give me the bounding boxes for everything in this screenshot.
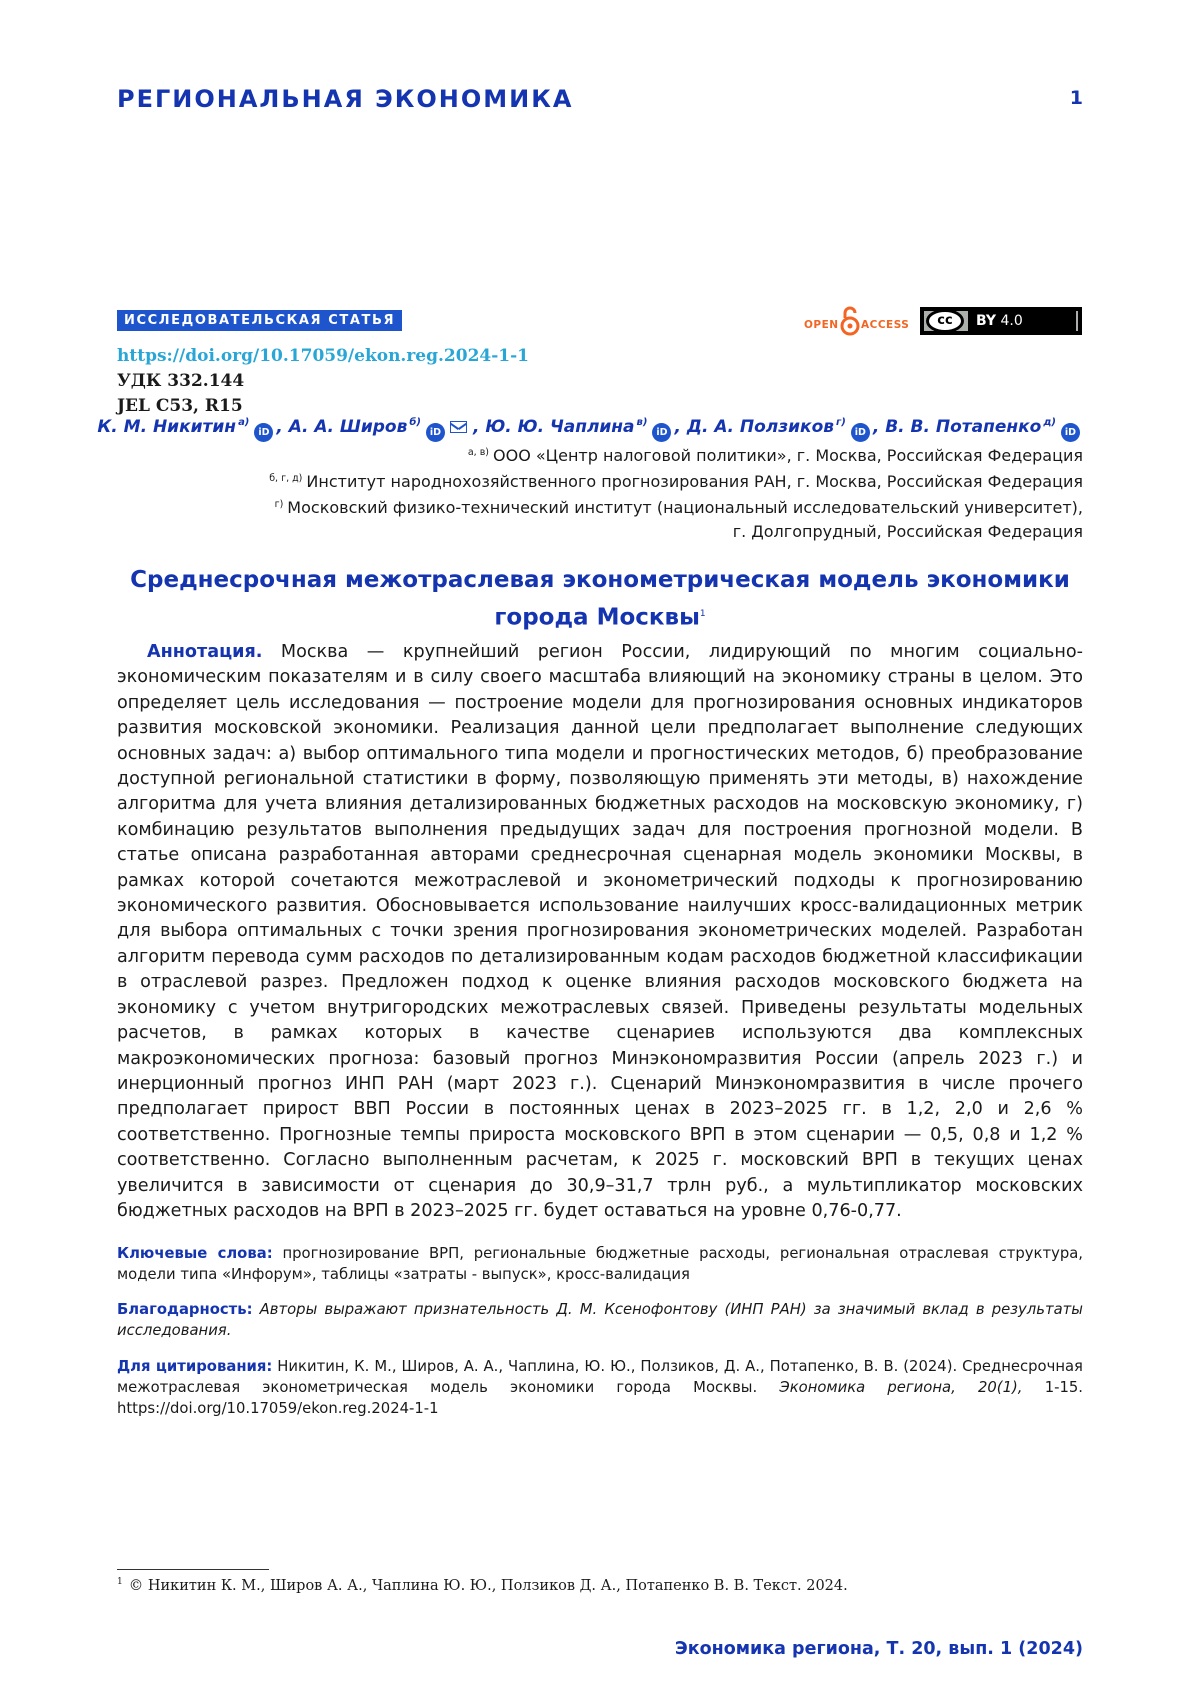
authors-line: К. М. Никитин а)iD , А. А. Широв б)iD , Ю. Ю. Чаплина в)iD , Д. А. Ползиков г)iD , В. В. Потапенко д)iD xyxy=(97,417,1083,442)
footnote-divider xyxy=(117,1569,269,1570)
citation xyxy=(117,1356,1083,1419)
title-line-1: Среднесрочная межотраслевая эконометрическая модель экономики xyxy=(117,563,1083,597)
citation-doi[interactable]: https://doi.org/10.17059/ekon.reg.2024-1-1 xyxy=(117,1400,439,1417)
citation-text: Никитин, К. М., Широв, А. А., Чаплина, Ю. Ю., Ползиков, Д. А., Потапенко, В. В. (2024). Среднесрочная межотраслевая эконометрическая модель экономики города Москвы. xyxy=(117,1358,1083,1396)
orcid-icon[interactable]: iD xyxy=(426,423,445,442)
affiliation xyxy=(468,446,1083,465)
author-name: В. В. Потапенко xyxy=(885,417,1041,437)
cc-license-badge[interactable] xyxy=(920,307,1082,335)
jel-code: JEL C53, R15 xyxy=(117,396,243,416)
abstract-label: Аннотация. xyxy=(147,642,262,662)
keywords-label: Ключевые слова: xyxy=(117,1245,273,1262)
citation-pages: 1-15. xyxy=(1045,1379,1083,1396)
udk-code: УДК 332.144 xyxy=(117,371,244,391)
footnote-mark: 1 xyxy=(117,1577,123,1587)
title-line-2: города Москвы xyxy=(494,605,699,631)
author-sup: г) xyxy=(836,417,846,428)
affiliation-sup: г) xyxy=(275,499,284,510)
author-sup: а) xyxy=(238,417,249,428)
author-sup: в) xyxy=(637,417,648,428)
orcid-icon[interactable]: iD xyxy=(851,423,870,442)
article-type-badge: ИССЛЕДОВАТЕЛЬСКАЯ СТАТЬЯ xyxy=(117,310,402,331)
orcid-icon[interactable]: iD xyxy=(254,423,273,442)
author-sup: д) xyxy=(1043,417,1056,428)
orcid-icon[interactable]: iD xyxy=(1061,423,1080,442)
citation-journal: Экономика региона, 20(1), xyxy=(779,1379,1022,1396)
open-text: OPEN xyxy=(804,319,839,331)
keywords-text: прогнозирование ВРП, региональные бюджетные расходы, региональная отраслевая структура, модели типа «Инфорум», таблицы «затраты - выпуск», кросс-валидация xyxy=(117,1245,1083,1283)
author-name: Ю. Ю. Чаплина xyxy=(485,417,634,437)
affiliation xyxy=(269,472,1083,491)
keywords xyxy=(117,1243,1083,1285)
author-sup: б) xyxy=(409,417,421,428)
affiliation-text: ООО «Центр налоговой политики», г. Москва, Российская Федерация xyxy=(493,446,1083,465)
affiliation xyxy=(733,522,1083,541)
acknowledgment xyxy=(117,1299,1083,1341)
affiliation xyxy=(275,498,1083,517)
abstract-text: Москва — крупнейший регион России, лидирующий по многим социально-экономическим показателям и в силу своего масштаба влияющий на экономику страны в целом. Это определяет цель исследования — построение модели для прогнозирования основных индикаторов развития московской экономики. Реализация данной цели предполагает выполнение следующих основных задач: а) выбор оптимального типа модели и прогностических методов, б) преобразование доступной региональной статистики в форму, позволяющую применять эти методы, в) нахождение алгоритма для учета влияния детализированных бюджетных расходов на московскую экономику, г) комбинацию результатов выполнения предыдущих задач для построения прогнозной модели. В статье описана разработанная авторами среднесрочная сценарная модель экономики Москвы, в рамках которой сочетаются межотраслевой и эконометрический подходы к прогнозированию экономического развития. Обосновывается использование наилучших кросс-валидационных метрик для выбора оптимальных с точки зрения прогнозирования эконометрических моделей. Разработан алгоритм перевода сумм расходов по детализированным кодам расходов бюджетной классификации в отраслевой разрез. Предложен подход к оценке влияния расходов московского бюджета на экономику с учетом внутригородских межотраслевых связей. Приведены результаты модельных расчетов, в рамках которых в качестве сценариев используются два комплексных макроэкономических прогноза: базовый прогноз Минэкономразвития России (апрель 2023 г.) и инерционный прогноз ИНП РАН (март 2023 г.). Сценарий Минэкономразвития в числе прочего предполагает прирост ВВП России в постоянных ценах в 2023–2025 гг. в 1,2, 2,0 и 2,6 % соответственно. Прогнозные темпы прироста московского ВРП в этом сценарии — 0,5, 0,8 и 1,2 % соответственно. Согласно выполненным расчетам, к 2025 г. московский ВРП в текущих ценах увеличится в зависимости от сценария до 30,9–31,7 трлн руб., а мультипликатор московских бюджетных расходов на ВРП в 2023–2025 гг. будет оставаться на уровне 0,76-0,77. xyxy=(117,642,1083,1221)
cc-version-text: 4.0 xyxy=(1001,313,1023,329)
cc-by-label xyxy=(968,311,1076,331)
article-title xyxy=(117,563,1083,635)
orcid-icon[interactable]: iD xyxy=(652,423,671,442)
affiliation-sup: б, г, д) xyxy=(269,473,302,484)
access-text: ACCESS xyxy=(861,319,909,331)
footnote-text: © Никитин К. М., Широв А. А., Чаплина Ю. Ю., Ползиков Д. А., Потапенко В. В. Текст. 2024. xyxy=(129,1578,848,1594)
affiliation-text: г. Долгопрудный, Российская Федерация xyxy=(733,522,1083,541)
author-name: А. А. Широв xyxy=(289,417,408,437)
journal-footer: Экономика региона, Т. 20, вып. 1 (2024) xyxy=(675,1639,1083,1659)
page-number: 1 xyxy=(1070,87,1083,109)
footnote xyxy=(117,1577,848,1594)
citation-label: Для цитирования: xyxy=(117,1358,272,1375)
author-name: Д. А. Ползиков xyxy=(687,417,834,437)
title-footnote-mark[interactable]: 1 xyxy=(700,609,706,619)
cc-by-text: BY xyxy=(976,313,996,329)
author-name: К. М. Никитин xyxy=(97,417,236,437)
abstract xyxy=(117,640,1083,1224)
open-access-block xyxy=(804,305,1084,339)
affiliation-text: Институт народнохозяйственного прогнозирования РАН, г. Москва, Российская Федерация xyxy=(306,472,1083,491)
affiliation-sup: а, в) xyxy=(468,447,489,458)
mail-icon[interactable] xyxy=(450,421,467,433)
doi-link[interactable]: https://doi.org/10.17059/ekon.reg.2024-1-1 xyxy=(117,346,529,366)
open-access-lock-icon xyxy=(840,305,860,337)
acknowledgment-text: Авторы выражают признательность Д. М. Ксенофонтову (ИНП РАН) за значимый вклад в результаты исследования. xyxy=(117,1301,1083,1339)
cc-logo-icon: cc xyxy=(926,309,964,333)
journal-header: РЕГИОНАЛЬНАЯ ЭКОНОМИКА xyxy=(117,85,573,113)
affiliation-text: Московский физико-технический институт (национальный исследовательский университет), xyxy=(287,498,1083,517)
acknowledgment-label: Благодарность: xyxy=(117,1301,253,1318)
